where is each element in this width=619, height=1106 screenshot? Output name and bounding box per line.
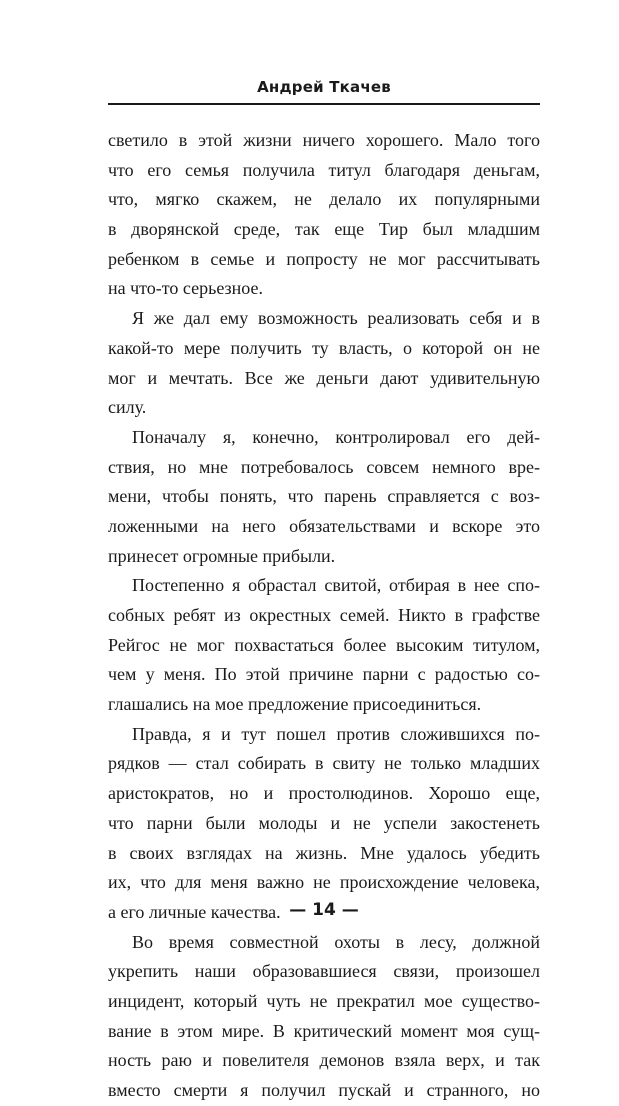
text-line: собных ребят из окрестных семей. Никто в графстве [108, 605, 540, 625]
text-line: что его семья получила титул благодаря деньгам, [108, 159, 540, 180]
text-line: Правда, я и тут пошел против сложившихся по- [132, 723, 540, 744]
text-line: чем у меня. По этой причине парни с радостью со- [108, 664, 540, 685]
text-line: инцидент, который чуть не прекратил мое существо- [108, 990, 540, 1011]
text-line: светило в этой жизни ничего хорошего. Мало того [108, 130, 540, 150]
text-line: принесет огромные прибыли. [108, 545, 336, 566]
text-line: их, что для меня важно не происхождение человека, [108, 872, 540, 893]
text-line: что парни были молоды и не успели закостенеть [108, 812, 540, 833]
paragraph-1 [108, 126, 540, 304]
text-line: рядков — стал собирать в свиту не только младших [108, 753, 540, 774]
page-number: — 14 — [289, 900, 359, 920]
text-line: аристократов, но и простолюдинов. Хорошо еще, [108, 783, 540, 804]
text-line: укрепить наши образовавшиеся связи, произошел [108, 961, 540, 982]
header-rule [108, 103, 540, 105]
text-line: какой-то мере получить ту власть, о которой он не [108, 337, 540, 358]
text-line: ствия, но мне потребовалось совсем немного вре- [108, 456, 540, 477]
paragraph-4 [108, 571, 540, 719]
paragraph-3 [108, 423, 540, 571]
text-line: глашались на мое предложение присоединиться. [108, 694, 482, 715]
text-line: в дворянской среде, так еще Тир был младшим [108, 219, 540, 240]
text-line: мог и мечтать. Все же деньги дают удивительную [108, 367, 540, 388]
text-line: а его личные качества. [108, 901, 281, 922]
text-line: Постепенно я обрастал свитой, отбирая в нее спо- [132, 575, 540, 596]
text-line: вание в этом мире. В критический момент моя сущ- [108, 1020, 540, 1041]
text-line: вместо смерти я получил пускай и странного, но [108, 1080, 540, 1100]
text-line: Я же дал ему возможность реализовать себя и в [132, 308, 540, 329]
text-line: что, мягко скажем, не делало их популярными [108, 189, 540, 210]
text-line: на что-то серьезное. [108, 278, 263, 299]
running-head: Андрей Ткачев [257, 78, 391, 96]
paragraph-6 [108, 928, 540, 1106]
text-line: ребенком в семье и попросту не мог рассчитывать [108, 248, 540, 269]
text-line: силу. [108, 397, 147, 418]
text-line: Во время совместной охоты в лесу, должной [132, 931, 540, 952]
paragraph-2 [108, 304, 540, 423]
text-line: в своих взглядах на жизнь. Мне удалось убедить [108, 842, 540, 863]
text-line: Поначалу я, конечно, контролировал его дей- [132, 426, 540, 447]
paragraph-5 [108, 720, 540, 928]
body-text [108, 126, 540, 1106]
text-line: ложенными на него обязательствами и вскоре это [108, 515, 540, 536]
text-line: мени, чтобы понять, что парень справляется с воз- [108, 486, 540, 507]
text-line: ность раю и повелителя демонов взяла верх, и так [108, 1050, 540, 1071]
text-line: Рейгос не мог похвастаться более высоким титулом, [108, 634, 540, 655]
